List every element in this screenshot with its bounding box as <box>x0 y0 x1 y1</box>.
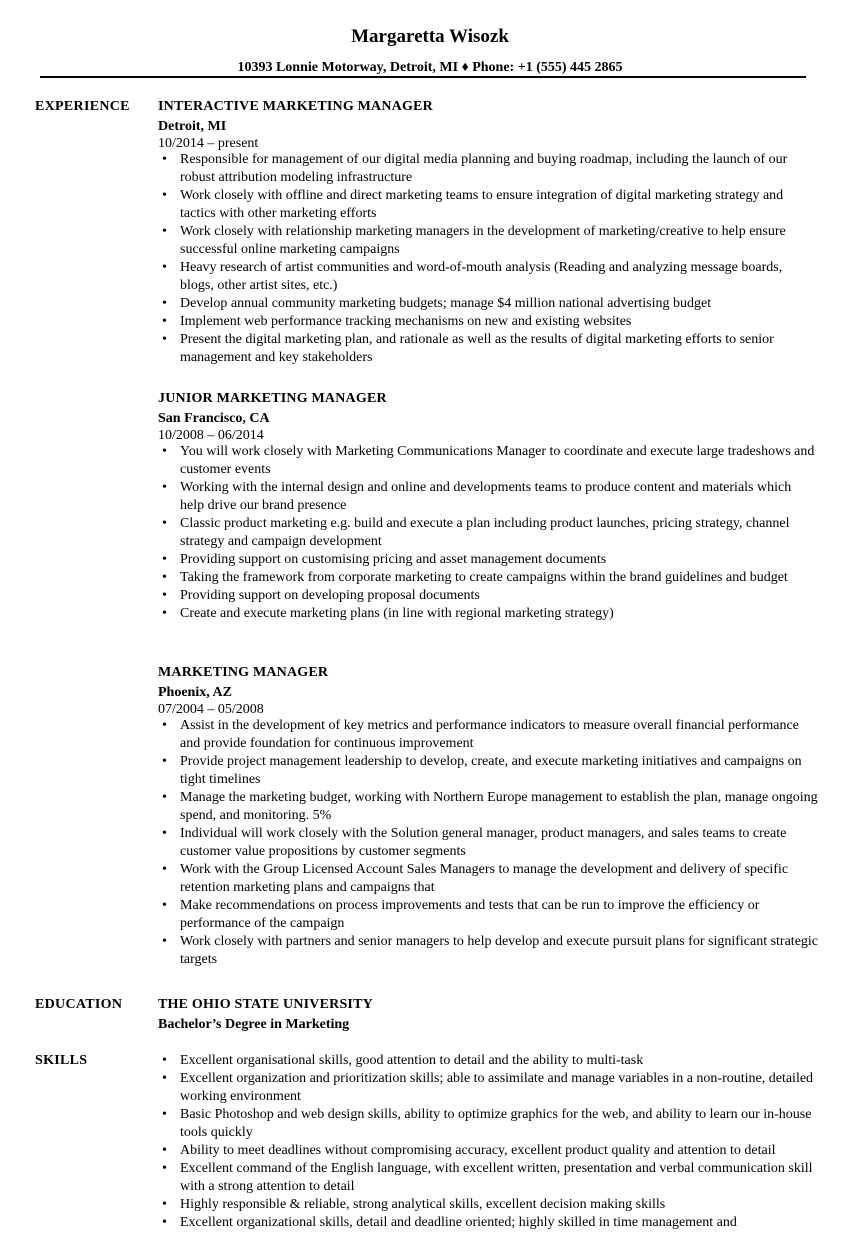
bullet-item: • You will work closely with Marketing Communications Manager to coordinate and execute large tradeshows and customer events <box>158 443 818 479</box>
skills-body <box>158 1052 818 1232</box>
skill-item: • Excellent organisational skills, good attention to detail and the ability to multi-task <box>158 1052 818 1070</box>
bullet-item: • Work closely with offline and direct marketing teams to ensure integration of digital marketing strategy and tactics with other marketing efforts <box>158 187 818 223</box>
skill-item: • Basic Photoshop and web design skills, ability to optimize graphics for the web, and ability to learn our in-house tools quickly <box>158 1106 818 1142</box>
bullet-item: • Providing support on developing proposal documents <box>158 587 818 605</box>
bullet-item: • Work closely with relationship marketing managers in the development of marketing/creative to help ensure successful online marketing campaigns <box>158 223 818 259</box>
education-school: THE OHIO STATE UNIVERSITY <box>158 997 373 1012</box>
bullet-item: • Provide project management leadership to develop, create, and execute marketing initiatives and campaigns on tight timelines <box>158 753 818 789</box>
skills-list <box>158 1052 818 1232</box>
bullet-item: • Individual will work closely with the Solution general manager, product managers, and sales teams to create customer value propositions by customer segments <box>158 825 818 861</box>
section-label-skills: SKILLS <box>35 1053 88 1068</box>
experience-body-job-2 <box>158 390 818 623</box>
bullet-item: • Create and execute marketing plans (in line with regional marketing strategy) <box>158 605 818 623</box>
bullet-item: • Work closely with partners and senior managers to help develop and execute pursuit plans for significant strategic targets <box>158 933 818 969</box>
job-title: INTERACTIVE MARKETING MANAGER <box>158 99 433 114</box>
bullet-item: • Providing support on customising pricing and asset management documents <box>158 551 818 569</box>
job-location: Phoenix, AZ <box>158 685 232 700</box>
skill-item: • Ability to meet deadlines without compromising accuracy, excellent product quality and attention to detail <box>158 1142 818 1160</box>
job-bullets <box>158 151 818 367</box>
section-label-experience: EXPERIENCE <box>35 99 130 114</box>
bullet-item: • Implement web performance tracking mechanisms on new and existing websites <box>158 313 818 331</box>
job-location: Detroit, MI <box>158 119 227 134</box>
bullet-item: • Make recommendations on process improvements and tests that can be run to improve the efficiency or performance of the campaign <box>158 897 818 933</box>
bullet-item: • Responsible for management of our digital media planning and buying roadmap, including the launch of our robust attribution modeling infrastructure <box>158 151 818 187</box>
job-title: JUNIOR MARKETING MANAGER <box>158 391 387 406</box>
education-degree: Bachelor’s Degree in Marketing <box>158 1017 350 1032</box>
bullet-item: • Heavy research of artist communities and word-of-mouth analysis (Reading and analyzing message boards, blogs, other artist sites, etc.) <box>158 259 818 295</box>
job-dates: 10/2008 – 06/2014 <box>158 428 264 443</box>
bullet-item: • Manage the marketing budget, working with Northern Europe management to establish the plan, manage ongoing spend, and monitoring. 5% <box>158 789 818 825</box>
bullet-item: • Working with the internal design and online and developments teams to produce content and materials which help drive our brand presence <box>158 479 818 515</box>
job-entry <box>158 664 818 969</box>
job-bullets <box>158 717 818 969</box>
education-body <box>158 996 818 1034</box>
job-title: MARKETING MANAGER <box>158 665 329 680</box>
skill-item: • Excellent command of the English language, with excellent written, presentation and verbal communication skill with a strong attention to detail <box>158 1160 818 1196</box>
skill-item: • Excellent organization and prioritization skills; able to assimilate and manage variables in a non-routine, detailed working environment <box>158 1070 818 1106</box>
contact-line: 10393 Lonnie Motorway, Detroit, MI ♦ Phone: +1 (555) 445 2865 <box>237 60 623 75</box>
job-entry <box>158 390 818 623</box>
job-dates: 10/2014 – present <box>158 136 259 151</box>
candidate-name: Margaretta Wisozk <box>351 26 509 47</box>
section-label-education: EDUCATION <box>35 997 123 1012</box>
skill-item: • Excellent organizational skills, detail and deadline oriented; highly skilled in time management and <box>158 1214 818 1232</box>
job-bullets <box>158 443 818 623</box>
bullet-item: • Develop annual community marketing budgets; manage $4 million national advertising budget <box>158 295 818 313</box>
bullet-item: • Assist in the development of key metrics and performance indicators to measure overall financial performance and provide foundation for continuous improvement <box>158 717 818 753</box>
header-divider <box>40 76 806 78</box>
job-location: San Francisco, CA <box>158 411 270 426</box>
job-dates: 07/2004 – 05/2008 <box>158 702 264 717</box>
experience-body-job-3 <box>158 664 818 969</box>
bullet-item: • Work with the Group Licensed Account Sales Managers to manage the development and delivery of specific retention marketing plans and campaigns that <box>158 861 818 897</box>
skill-item: • Highly responsible & reliable, strong analytical skills, excellent decision making skills <box>158 1196 818 1214</box>
job-entry <box>158 98 818 367</box>
resume-header <box>0 0 860 76</box>
bullet-item: • Classic product marketing e.g. build and execute a plan including product launches, pricing strategy, channel strategy and campaign development <box>158 515 818 551</box>
bullet-item: • Present the digital marketing plan, and rationale as well as the results of digital marketing efforts to senior management and key stakeholders <box>158 331 818 367</box>
bullet-item: • Taking the framework from corporate marketing to create campaigns within the brand guidelines and budget <box>158 569 818 587</box>
experience-body <box>158 98 818 367</box>
